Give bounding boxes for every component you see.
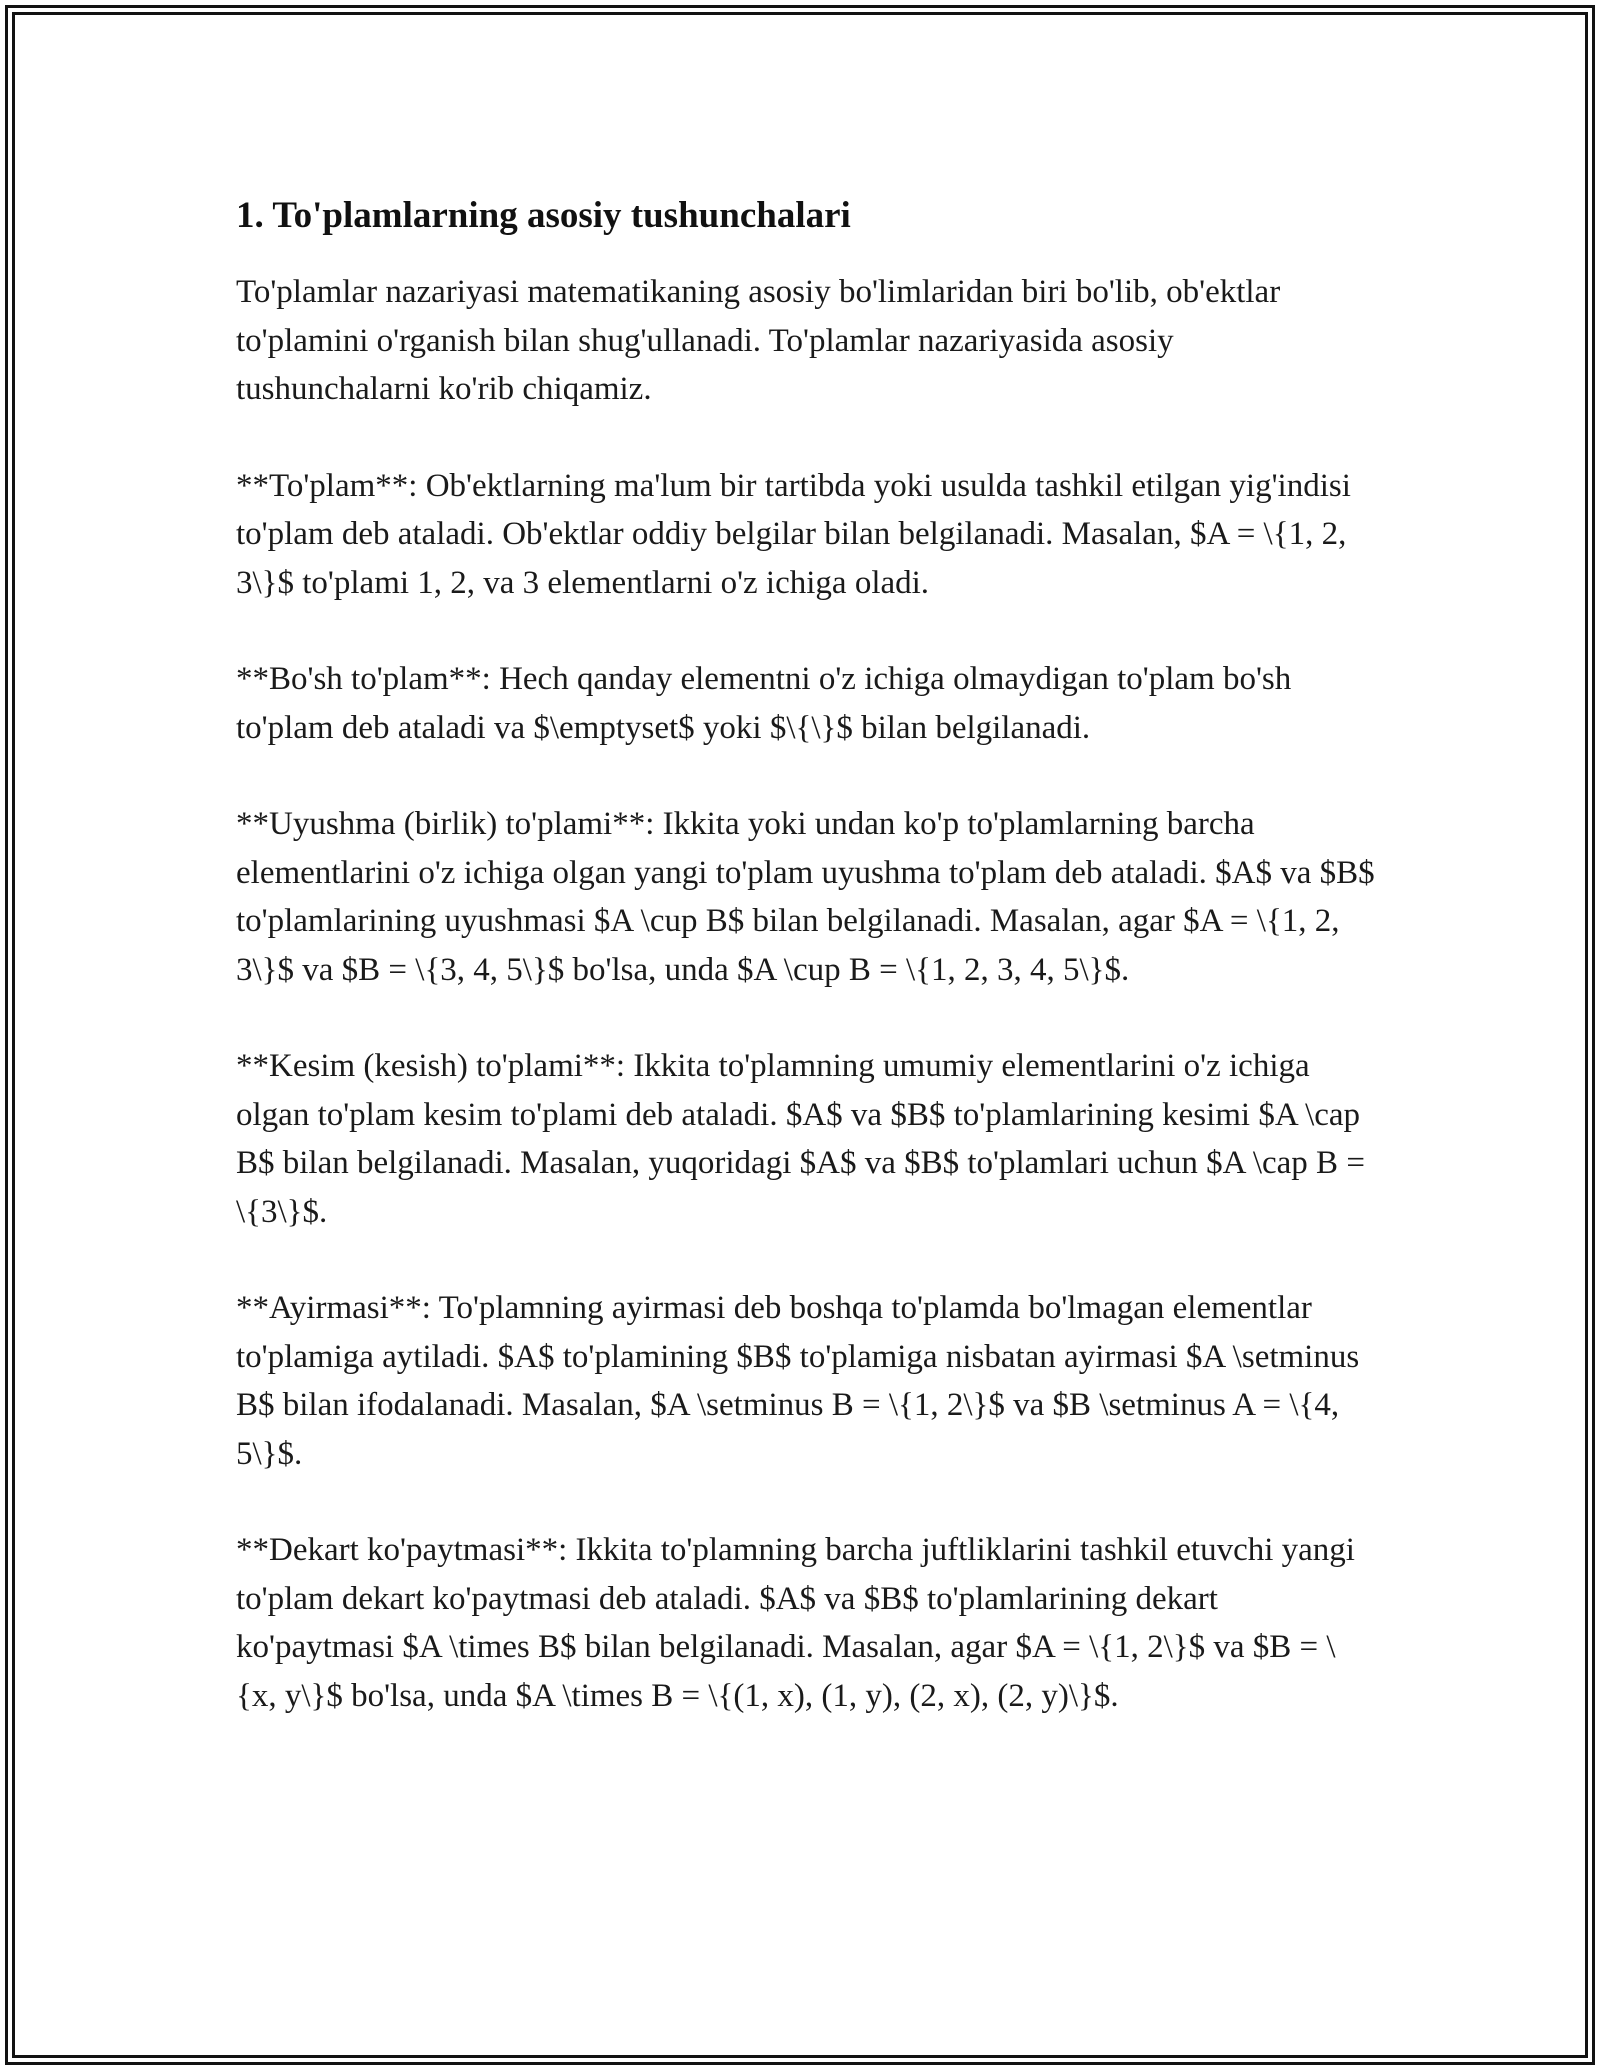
set-definition-paragraph: **To'plam**: Ob'ektlarning ma'lum bir tartibda yoki usulda tashkil etilgan yig'indisi to'plam deb ataladi. Ob'ektlar oddiy belgilar bilan belgilanadi. Masalan, $A = \{1, 2, 3\}$ to'plami 1, 2, va 3 elementlarni o'z ichiga oladi. [236,467,1351,601]
section-title: 1. To'plamlarning asosiy tushunchalari [236,195,851,236]
empty-set-paragraph: **Bo'sh to'plam**: Hech qanday elementni o'z ichiga olmaydigan to'plam bo'sh to'plam deb ataladi va $\emptyset$ yoki $\{\}$ bilan belgilanadi. [236,661,1292,746]
document-body [236,192,1376,1768]
difference-paragraph: **Ayirmasi**: To'plamning ayirmasi deb boshqa to'plamda bo'lmagan elementlar to'plamiga aytiladi. $A$ to'plamining $B$ to'plamiga nisbatan ayirmasi $A \setminus B$ bilan ifodalanadi. Masalan, $A \setminus B = \{1, 2\}$ va $B \setminus A = \{4, 5\}$. [236,1290,1360,1472]
cartesian-product-paragraph: **Dekart ko'paytmasi**: Ikkita to'plamning barcha juftliklarini tashkil etuvchi yangi to'plam dekart ko'paytmasi deb ataladi. $A$ va $B$ to'plamlarining dekart ko'paytmasi $A \times B$ bilan belgilanadi. Masalan, agar $A = \{1, 2\}$ va $B = \{x, y\}$ bo'lsa, unda $A \times B = \{(1, x), (1, y), (2, x), (2, y)\}$. [236,1532,1355,1714]
intro-paragraph: To'plamlar nazariyasi matematikaning asosiy bo'limlaridan biri bo'lib, ob'ektlar to'plamini o'rganish bilan shug'ullanadi. To'plamlar nazariyasida asosiy tushunchalarni ko'rib chiqamiz. [236,274,1281,407]
intersection-paragraph: **Kesim (kesish) to'plami**: Ikkita to'plamning umumiy elementlarini o'z ichiga olgan to'plam kesim to'plami deb ataladi. $A$ va $B$ to'plamlarining kesimi $A \cap B$ bilan belgilanadi. Masalan, yuqoridagi $A$ va $B$ to'plamlari uchun $A \cap B = \{3\}$. [236,1048,1365,1230]
union-paragraph: **Uyushma (birlik) to'plami**: Ikkita yoki undan ko'p to'plamlarning barcha elementlarini o'z ichiga olgan yangi to'plam uyushma to'plam deb ataladi. $A$ va $B$ to'plamlarining uyushmasi $A \cup B$ bilan belgilanadi. Masalan, agar $A = \{1, 2, 3\}$ va $B = \{3, 4, 5\}$ bo'lsa, unda $A \cup B = \{1, 2, 3, 4, 5\}$. [236,806,1375,988]
